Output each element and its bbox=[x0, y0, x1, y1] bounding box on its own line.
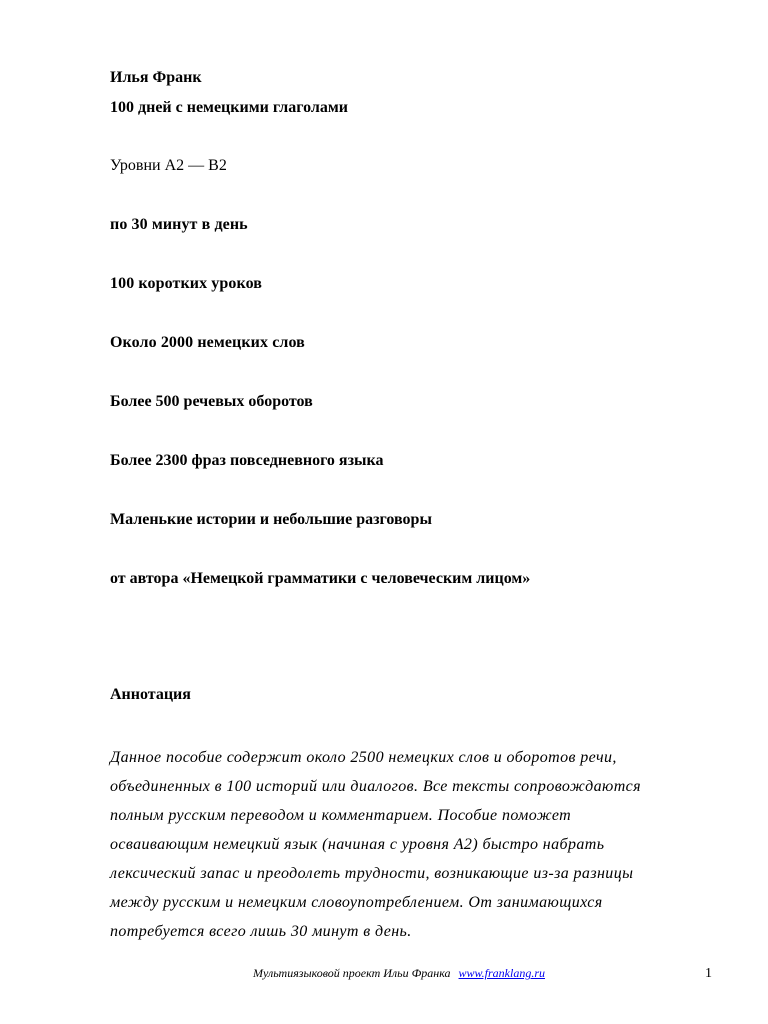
feature-levels: Уровни А2 — В2 bbox=[110, 157, 227, 174]
annotation-line: лексический запас и преодолеть трудности, возникающие из-за разницы bbox=[110, 865, 634, 882]
annotation-heading: Аннотация bbox=[110, 686, 191, 703]
feature-author-reference: от автора «Немецкой грамматики с человеческим лицом» bbox=[110, 570, 531, 587]
feature-words: Около 2000 немецких слов bbox=[110, 334, 305, 351]
author-name: Илья Франк bbox=[110, 69, 202, 86]
feature-phrases: Более 500 речевых оборотов bbox=[110, 393, 313, 410]
page-number: 1 bbox=[705, 966, 712, 981]
feature-time: по 30 минут в день bbox=[110, 216, 248, 233]
annotation-line: полным русским переводом и комментарием. Пособие поможет bbox=[110, 807, 572, 824]
footer-website-link[interactable]: www.franklang.ru bbox=[458, 966, 545, 980]
page-footer bbox=[253, 966, 545, 981]
annotation-line: объединенных в 100 историй или диалогов. Все тексты сопровождаются bbox=[110, 778, 642, 795]
annotation-line: потребуется всего лишь 30 минут в день. bbox=[110, 923, 412, 940]
annotation-line: Данное пособие содержит около 2500 немецких слов и оборотов речи, bbox=[110, 749, 617, 766]
feature-sentences: Более 2300 фраз повседневного языка bbox=[110, 452, 384, 469]
feature-lessons: 100 коротких уроков bbox=[110, 275, 263, 292]
feature-stories: Маленькие истории и небольшие разговоры bbox=[110, 511, 432, 528]
annotation-paragraph bbox=[110, 743, 710, 946]
annotation-line: между русским и немецким словоупотреблением. От занимающихся bbox=[110, 894, 603, 911]
footer-project-text: Мультиязыковой проект Ильи Франка bbox=[253, 966, 451, 980]
document-title: 100 дней с немецкими глаголами bbox=[110, 99, 349, 116]
annotation-line: осваивающим немецкий язык (начиная с уровня А2) быстро набрать bbox=[110, 836, 605, 853]
